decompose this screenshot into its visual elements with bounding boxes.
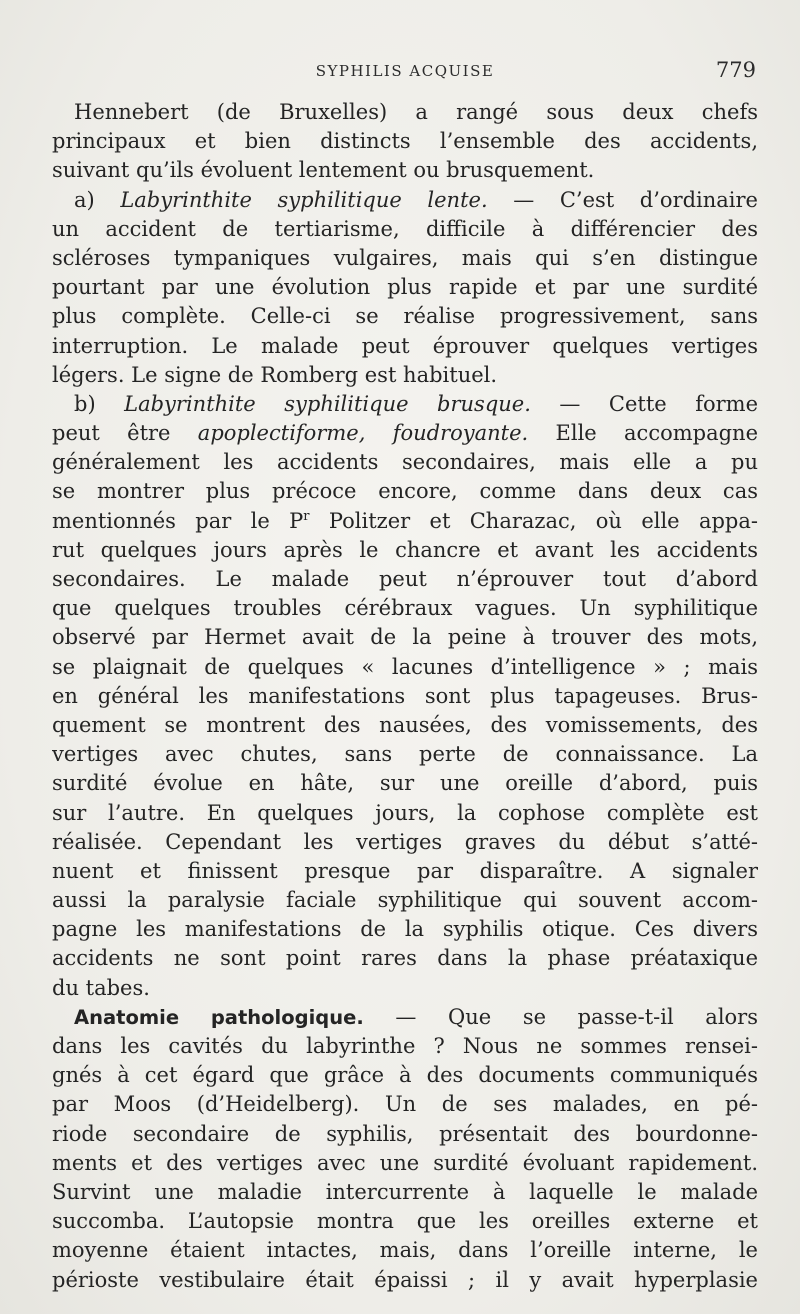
text-segment: — Cette forme <box>530 391 758 416</box>
text-segment: Survint une maladie intercurrente à laquelle le malade <box>52 1179 758 1204</box>
text-line <box>52 186 758 215</box>
text-segment: périoste vestibulaire était épaissi ; il y avait hyperplasie <box>52 1267 758 1292</box>
text-segment: a) <box>74 187 121 212</box>
text-segment: vertiges avec chutes, sans perte de connaissance. La <box>52 742 758 767</box>
text-line <box>52 302 758 331</box>
text-line <box>52 1178 758 1207</box>
text-line <box>52 448 758 477</box>
text-segment: accidents ne sont point rares dans la phase préataxique <box>52 946 758 971</box>
text-segment: réalisée. Cependant les vertiges graves du début s’atté- <box>52 829 758 854</box>
text-segment: se plaignait de quelques « lacunes d’intelligence » ; mais <box>52 654 758 679</box>
running-title: SYPHILIS ACQUISE <box>315 62 495 80</box>
text-line <box>52 682 758 711</box>
text-segment: pourtant par une évolution plus rapide et par une surdité <box>52 275 758 300</box>
text-line <box>52 886 758 915</box>
text-line <box>52 390 758 419</box>
text-segment: du tabes. <box>52 975 150 1000</box>
text-segment: Elle accompagne <box>528 421 758 446</box>
text-line <box>52 361 758 390</box>
text-line <box>52 1061 758 1090</box>
text-segment: — Que se passe-t-il alors <box>363 1004 758 1029</box>
text-segment: aussi la paralysie faciale syphilitique qui souvent accom- <box>52 888 758 913</box>
text-segment: b) <box>74 391 125 416</box>
text-line <box>52 1090 758 1119</box>
text-segment: — C’est d’ordinaire <box>487 187 758 212</box>
text-segment: pagne les manifestations de la syphilis otique. Ces divers <box>52 917 758 942</box>
text-line <box>52 1032 758 1061</box>
text-segment: succomba. L’autopsie montra que les oreilles externe et <box>52 1209 758 1234</box>
text-line <box>52 740 758 769</box>
text-line <box>52 507 758 536</box>
text-segment: quement se montrent des nausées, des vomissements, des <box>52 712 758 737</box>
page-header <box>52 58 758 88</box>
text-segment: ments et des vertiges avec une surdité évoluant rapidement. <box>52 1150 758 1175</box>
text-line <box>52 1120 758 1149</box>
text-line <box>52 477 758 506</box>
text-segment: se montrer plus précoce encore, comme dans deux cas <box>52 479 758 504</box>
text-segment: mentionnés par le P <box>52 508 304 533</box>
text-segment: Hennebert (de Bruxelles) a rangé sous deux chefs <box>74 100 758 124</box>
text-line <box>52 215 758 244</box>
text-line <box>52 156 758 185</box>
text-segment: r <box>303 508 310 524</box>
section-heading: Anatomie pathologique. <box>74 1005 364 1029</box>
text-segment: plus complète. Celle-ci se réalise progressivement, sans <box>52 304 758 329</box>
italic-text: Labyrinthite syphilitique brusque. <box>124 391 531 416</box>
text-segment: généralement les accidents secondaires, mais elle a pu <box>52 450 758 475</box>
body-text <box>52 98 758 1295</box>
text-segment: suivant qu’ils évoluent lentement ou brusquement. <box>52 158 595 183</box>
text-line <box>52 332 758 361</box>
text-line <box>52 623 758 652</box>
text-line <box>52 944 758 973</box>
page-number: 779 <box>715 58 756 82</box>
text-line <box>52 98 758 127</box>
text-segment: légers. Le signe de Romberg est habituel. <box>52 362 498 387</box>
text-segment: moyenne étaient intactes, mais, dans l’oreille interne, le <box>52 1238 758 1263</box>
text-segment: en général les manifestations sont plus tapageuses. Brus- <box>52 683 758 708</box>
text-segment: surdité évolue en hâte, sur une oreille d’abord, puis <box>52 771 758 796</box>
text-line <box>52 536 758 565</box>
text-line <box>52 594 758 623</box>
text-segment: par Moos (d’Heidelberg). Un de ses malades, en pé- <box>52 1092 758 1117</box>
text-line <box>52 915 758 944</box>
text-line <box>52 1236 758 1265</box>
text-line <box>52 974 758 1003</box>
text-line <box>52 1003 758 1032</box>
text-segment: nuent et finissent presque par disparaître. A signaler <box>52 858 758 883</box>
text-segment: principaux et bien distincts l’ensemble des accidents, <box>52 129 758 154</box>
text-line <box>52 244 758 273</box>
text-line <box>52 273 758 302</box>
text-segment: Politzer et Charazac, où elle appa- <box>309 508 758 533</box>
text-line <box>52 419 758 448</box>
text-line <box>52 1207 758 1236</box>
text-line <box>52 828 758 857</box>
text-segment: rut quelques jours après le chancre et avant les accidents <box>52 537 758 562</box>
text-line <box>52 769 758 798</box>
text-segment: riode secondaire de syphilis, présentait des bourdonne- <box>52 1121 758 1146</box>
text-line <box>52 653 758 682</box>
text-segment: peut être <box>52 421 198 446</box>
text-segment: sur l’autre. En quelques jours, la cophose complète est <box>52 800 758 825</box>
text-segment: secondaires. Le malade peut n’éprouver tout d’abord <box>52 567 758 591</box>
italic-text: apoplectiforme, foudroyante. <box>197 421 529 446</box>
text-segment: un accident de tertiarisme, difficile à différencier des <box>52 216 758 241</box>
text-line <box>52 1266 758 1295</box>
text-segment: dans les cavités du labyrinthe ? Nous ne sommes rensei- <box>52 1034 758 1058</box>
italic-text: Labyrinthite syphilitique lente. <box>120 187 488 212</box>
text-line <box>52 565 758 594</box>
text-line <box>52 711 758 740</box>
text-segment: interruption. Le malade peut éprouver quelques vertiges <box>52 333 758 358</box>
text-line <box>52 1149 758 1178</box>
text-segment: scléroses tympaniques vulgaires, mais qui s’en distingue <box>52 245 758 270</box>
text-line <box>52 127 758 156</box>
text-segment: que quelques troubles cérébraux vagues. Un syphilitique <box>52 596 758 621</box>
text-segment: observé par Hermet avait de la peine à trouver des mots, <box>52 625 758 650</box>
text-line <box>52 799 758 828</box>
text-line <box>52 857 758 886</box>
text-segment: gnés à cet égard que grâce à des documents communiqués <box>52 1063 758 1088</box>
